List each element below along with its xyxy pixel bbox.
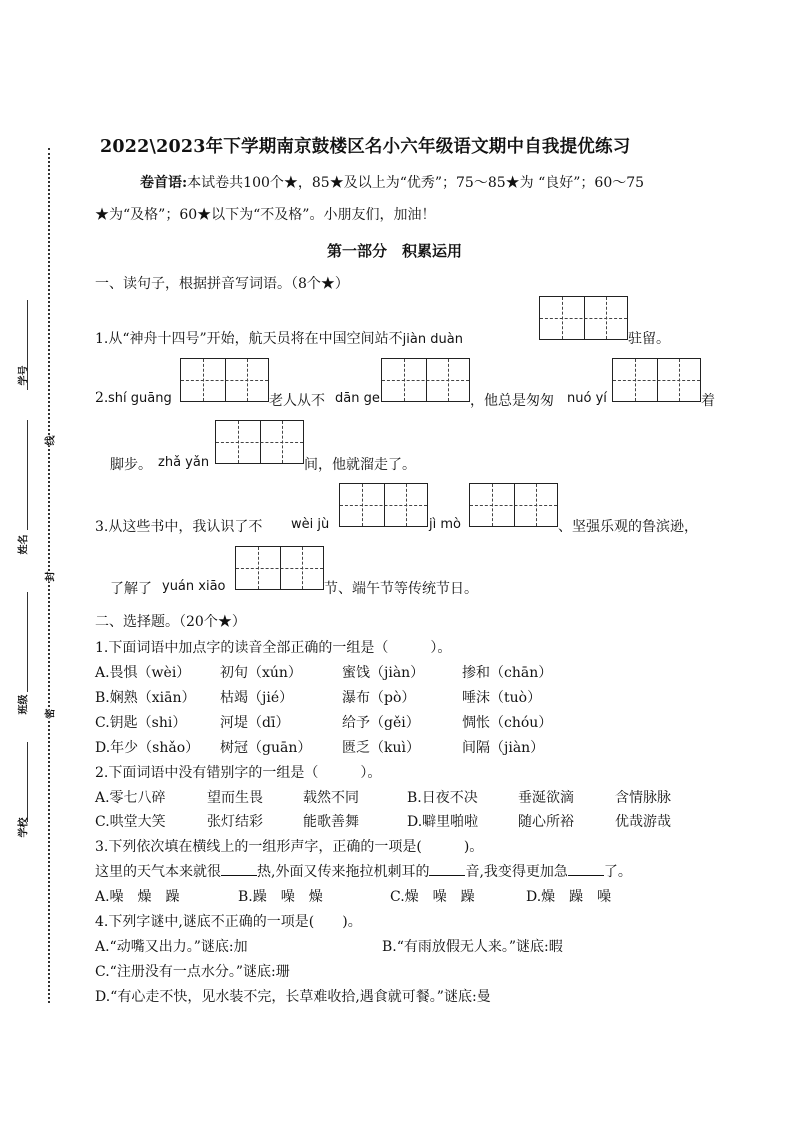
q1-option-a-2: 初旬（xún）: [220, 665, 302, 681]
margin-label-student-id: 学号: [18, 365, 30, 386]
q4-option-c: C.“注册没有一点水分。”谜底:珊: [95, 964, 290, 980]
q2-text-1: 老人从不: [269, 393, 325, 409]
preface-line-2: ★为“及格”；60★以下为“不及格”。小朋友们，加油！: [95, 207, 436, 223]
q1-pinyin: jiàn duàn: [402, 332, 463, 347]
q3-option-c: C.燥 噪 躁: [390, 889, 475, 905]
q1-option-b-4: 唾沫（tuò）: [462, 690, 542, 706]
q2-option-4: B.日夜不决: [407, 790, 478, 806]
q2-pinyin-1: shí guāng: [108, 391, 172, 406]
preface-label: 卷首语:: [140, 175, 188, 191]
seal-mark-secret: 密: [42, 709, 57, 719]
q3-pinyin-1: wèi jù: [291, 517, 330, 532]
q4-option-b: B.“有雨放假无人来。”谜底:暇: [382, 939, 563, 955]
school-underline: [27, 742, 28, 822]
q1-option-b-1: B.娴熟（xiān）: [95, 690, 196, 706]
part2-heading: 二、选择题。（20个★）: [95, 614, 246, 630]
q1-option-c-2: 河堤（dī）: [220, 715, 290, 731]
answer-box-q2b[interactable]: [381, 358, 470, 402]
q1-option-d-4: 间隔（jiàn）: [462, 740, 545, 756]
q2-option-10: D.噼里啪啦: [407, 814, 479, 830]
q1-option-c-3: 给予（gěi）: [342, 715, 420, 731]
part1-heading: 一、读句子，根据拼音写词语。（8个★）: [95, 276, 349, 292]
q3-s1: 这里的天气本来就很: [95, 864, 221, 880]
q3b-text: 了解了: [110, 581, 152, 597]
q1-option-a-1: A.畏惧（wèi）: [95, 665, 191, 681]
q3-end: 、坚强乐观的鲁滨逊，: [558, 519, 698, 535]
margin-label-class: 班级: [18, 694, 30, 715]
q3b-pinyin: yuán xiāo: [162, 579, 226, 594]
q3-option-d: D.燥 躁 噪: [526, 889, 612, 905]
q1-option-d-1: D.年少（shǎo）: [95, 740, 200, 756]
q2-pre: 2.: [95, 390, 109, 406]
q2-end: 着: [701, 393, 715, 409]
q4-option-a: A.“动嘴又出力。”谜底:加: [95, 939, 248, 955]
q2-option-5: 垂涎欲滴: [518, 790, 574, 806]
answer-box-q3a[interactable]: [339, 483, 428, 527]
q2-option-2: 望而生畏: [207, 790, 263, 806]
q2-option-1: A.零七八碎: [95, 790, 166, 806]
part2-q1: 1.下面词语中加点字的读音全部正确的一组是（ ）。: [95, 640, 452, 656]
answer-box-q3c[interactable]: [235, 546, 324, 590]
q1-option-d-3: 匮乏（kuì）: [342, 740, 420, 756]
q1-option-a-3: 蜜饯（jiàn）: [342, 665, 425, 681]
name-underline: [27, 420, 28, 530]
class-underline: [27, 592, 28, 692]
q2-option-6: 含情脉脉: [615, 790, 671, 806]
q1-option-d-2: 树冠（guān）: [220, 740, 312, 756]
q1-option-b-2: 枯竭（jié）: [220, 690, 294, 706]
q1-end: 驻留。: [628, 331, 670, 347]
q3-option-b: B.躁 噪 燥: [238, 889, 323, 905]
q1-text: 1.从“神舟十四号”开始，航天员将在中国空间站不: [95, 331, 403, 347]
q1-option-c-1: C.钥匙（shi）: [95, 715, 187, 731]
q3-option-a: A.噪 燥 躁: [95, 889, 180, 905]
q2b-text: 脚步。: [110, 457, 152, 473]
q1-option-c-4: 惆怅（chóu）: [462, 715, 553, 731]
q2-option-7: C.哄堂大笑: [95, 814, 166, 830]
section-heading: 第一部分 积累运用: [327, 242, 463, 260]
q2-option-9: 能歌善舞: [303, 814, 359, 830]
part1-q1: [95, 328, 463, 348]
q2-text-2: ，他总是匆匆: [470, 393, 554, 409]
q3-s4: 了。: [603, 864, 632, 880]
q3-blank-2[interactable]: [429, 863, 465, 876]
q2-pinyin-2: dān ge: [335, 391, 380, 406]
q2-option-12: 优哉游哉: [615, 814, 671, 830]
q2b-pinyin: zhǎ yǎn: [158, 455, 210, 470]
seal-mark-line: 线: [42, 436, 57, 446]
preface-line-1: [140, 172, 644, 192]
q1-option-a-4: 掺和（chān）: [462, 665, 553, 681]
q1-option-b-3: 瀑布（pò）: [342, 690, 416, 706]
q2-option-3: 载然不同: [303, 790, 359, 806]
part2-q3: 3.下列依次填在横线上的一组形声字，正确的一项是( )。: [95, 839, 484, 855]
page-title: 2022\2023年下学期南京鼓楼区名小六年级语文期中自我提优练习: [100, 137, 631, 157]
answer-box-q2d[interactable]: [215, 420, 304, 464]
margin-label-name: 姓名: [18, 534, 30, 555]
q2-pinyin-3: nuó yí: [567, 391, 607, 406]
preface-text-1: 本试卷共100个★，85★及以上为“优秀”；75～85★为 “良好”；60～75: [187, 175, 645, 191]
part2-q2: 2.下面词语中没有错别字的一组是（ ）。: [95, 765, 382, 781]
q3-blank-3[interactable]: [568, 863, 604, 876]
margin-label-school: 学校: [18, 817, 30, 838]
q3-text: 3.从这些书中，我认识了不: [95, 519, 263, 535]
q2-option-11: 随心所裕: [518, 814, 574, 830]
answer-box-q3b[interactable]: [469, 483, 558, 527]
q3-s3: 音,我变得更加急: [465, 864, 568, 880]
q3-pinyin-2: jì mò: [429, 517, 461, 532]
answer-box-q2a[interactable]: [180, 358, 269, 402]
q2-option-8: 张灯结彩: [207, 814, 263, 830]
q4-option-d: D.“有心走不快，见水装不完，长草难收拾,遇食就可餐。”谜底:曼: [95, 989, 491, 1005]
seal-mark-seal: 封: [42, 572, 57, 582]
q3-sentence: [95, 861, 632, 881]
q2b-end: 间，他就溜走了。: [304, 457, 416, 473]
q3b-end: 节、端午节等传统节日。: [324, 581, 478, 597]
q3-s2: 热,外面又传来拖拉机刺耳的: [257, 864, 430, 880]
answer-box-q1[interactable]: [539, 296, 628, 340]
part2-q4: 4.下列字谜中,谜底不正确的一项是( )。: [95, 914, 362, 930]
q3-blank-1[interactable]: [221, 863, 257, 876]
answer-box-q2c[interactable]: [612, 358, 701, 402]
